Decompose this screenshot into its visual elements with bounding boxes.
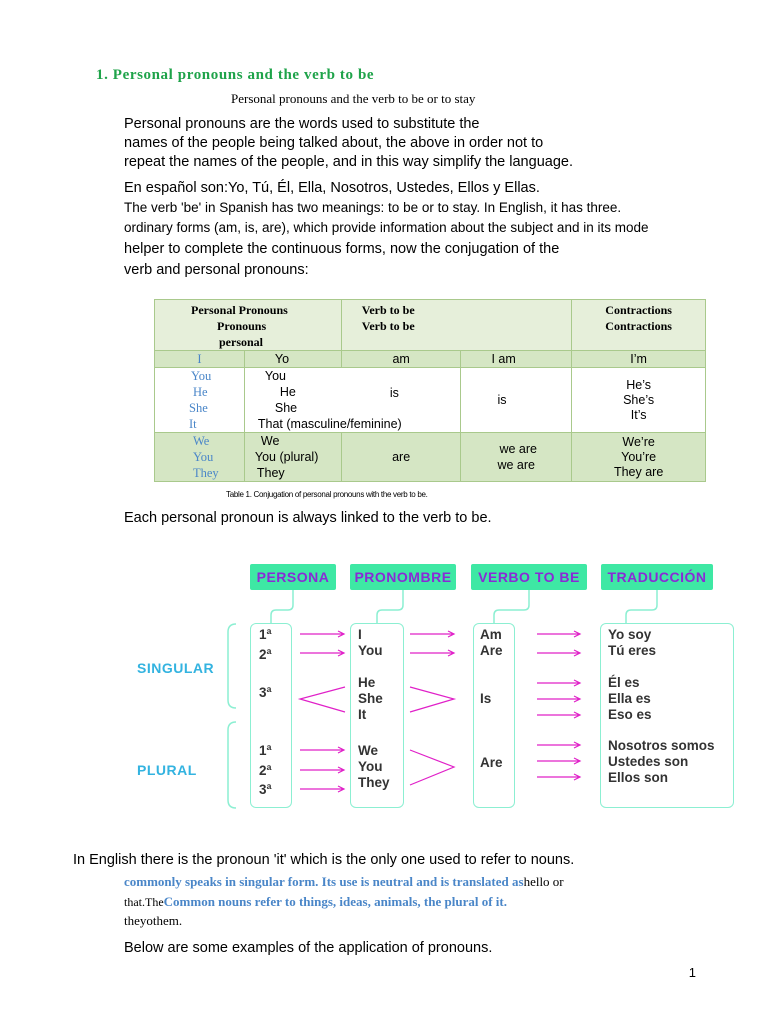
verb-cell: is bbox=[389, 386, 399, 400]
it-paragraph-line: that.TheCommon nouns refer to things, ideas, animals, the plural of it. bbox=[124, 894, 507, 909]
bracket-plural bbox=[228, 722, 236, 808]
contraction-cell: I’m bbox=[572, 351, 706, 368]
header-contractions: Contractions Contractions bbox=[572, 300, 706, 351]
spanish-cell: We You (plural) They bbox=[244, 433, 341, 482]
verb-item: Are bbox=[480, 643, 503, 658]
translation-item: Ella es bbox=[608, 691, 651, 706]
intro-line: The verb 'be' in Spanish has two meanings: to be or to stay. In English, it has three. bbox=[124, 200, 622, 215]
pronoun-cell: I bbox=[155, 351, 245, 368]
person-item: 2ª bbox=[259, 647, 272, 662]
person-item: 3ª bbox=[259, 782, 272, 797]
section-subheading: Personal pronouns and the verb to be or to stay bbox=[231, 91, 476, 106]
verb-item: Are bbox=[480, 755, 503, 770]
intro-line: ordinary forms (am, is, are), which provide information about the subject and in its mode bbox=[124, 220, 649, 235]
verb-cell: are bbox=[341, 433, 461, 482]
intro-line: En español son:Yo, Tú, Él, Ella, Nosotros, Ustedes, Ellos y Ellas. bbox=[124, 180, 540, 196]
header-personal-pronouns: Personal Pronouns Pronouns personal bbox=[155, 300, 342, 351]
it-paragraph-line: commonly speaks in singular form. Its use is neutral and is translated ashello or bbox=[124, 874, 564, 889]
it-paragraph-line: theyothem. bbox=[124, 913, 183, 928]
contraction-cell: He’s She’s It’s bbox=[572, 368, 706, 433]
connector-traduccion bbox=[626, 590, 657, 623]
intro-line: Personal pronouns are the words used to substitute the bbox=[124, 116, 480, 132]
examples-line: Below are some examples of the application of pronouns. bbox=[124, 940, 493, 956]
translation-item: Él es bbox=[608, 675, 640, 690]
person-item: 2ª bbox=[259, 763, 272, 778]
pronoun-item: We bbox=[358, 743, 379, 758]
connector-persona bbox=[271, 590, 293, 623]
spanish-cell: You He She That (masculine/feminine) is bbox=[244, 368, 461, 433]
verb-cell: am bbox=[341, 351, 461, 368]
person-item: 1ª bbox=[259, 627, 272, 642]
bracket-singular bbox=[228, 624, 236, 708]
full-form-cell: we are we are bbox=[461, 433, 572, 482]
header-verbo-to-be: VERBO TO BE bbox=[471, 564, 587, 590]
header-persona: PERSONA bbox=[250, 564, 336, 590]
pronoun-item: It bbox=[358, 707, 367, 722]
full-form-cell: I am bbox=[461, 351, 572, 368]
full-form-cell: is bbox=[461, 368, 572, 433]
translation-item: Tú eres bbox=[608, 643, 657, 658]
header-pronombre: PRONOMBRE bbox=[350, 564, 456, 590]
intro-line: helper to complete the continuous forms, now the conjugation of the bbox=[124, 241, 560, 257]
translation-item: Ustedes son bbox=[608, 754, 689, 769]
intro-line: names of the people being talked about, the above in order not to bbox=[124, 135, 544, 151]
translation-item: Nosotros somos bbox=[608, 738, 715, 753]
singular-label: SINGULAR bbox=[137, 660, 215, 676]
pronoun-item: I bbox=[358, 627, 362, 642]
header-verb-to-be: Verb to be Verb to be bbox=[341, 300, 571, 351]
pronoun-cell: You He She It bbox=[155, 368, 245, 433]
header-traduccion: TRADUCCIÓN bbox=[601, 564, 713, 590]
connector-pronombre bbox=[377, 590, 403, 623]
intro-line: repeat the names of the people, and in this way simplify the language. bbox=[124, 154, 573, 170]
pronoun-item: They bbox=[358, 775, 390, 790]
person-item: 3ª bbox=[259, 685, 272, 700]
person-item: 1ª bbox=[259, 743, 272, 758]
translation-item: Eso es bbox=[608, 707, 652, 722]
contraction-cell: We’re You’re They are bbox=[572, 433, 706, 482]
pronoun-item: You bbox=[358, 643, 383, 658]
pronoun-item: She bbox=[358, 691, 383, 706]
pronoun-item: You bbox=[358, 759, 383, 774]
linked-sentence: Each personal pronoun is always linked to the verb to be. bbox=[124, 510, 492, 526]
pronoun-item: He bbox=[358, 675, 376, 690]
it-paragraph-line: In English there is the pronoun 'it' which is the only one used to refer to nouns. bbox=[73, 852, 575, 868]
section-heading: 1. Personal pronouns and the verb to be bbox=[96, 67, 375, 83]
table-caption: Table 1. Conjugation of personal pronouns with the verb to be. bbox=[226, 490, 428, 499]
translation-item: Yo soy bbox=[608, 627, 652, 642]
pronoun-cell: We You They bbox=[155, 433, 245, 482]
intro-line: verb and personal pronouns: bbox=[124, 262, 309, 278]
spanish-cell: Yo bbox=[244, 351, 341, 368]
plural-label: PLURAL bbox=[137, 762, 197, 778]
verb-item: Is bbox=[480, 691, 492, 706]
connector-verbo bbox=[494, 590, 529, 623]
verb-item: Am bbox=[480, 627, 502, 642]
translation-item: Ellos son bbox=[608, 770, 669, 785]
page-number: 1 bbox=[688, 965, 696, 980]
